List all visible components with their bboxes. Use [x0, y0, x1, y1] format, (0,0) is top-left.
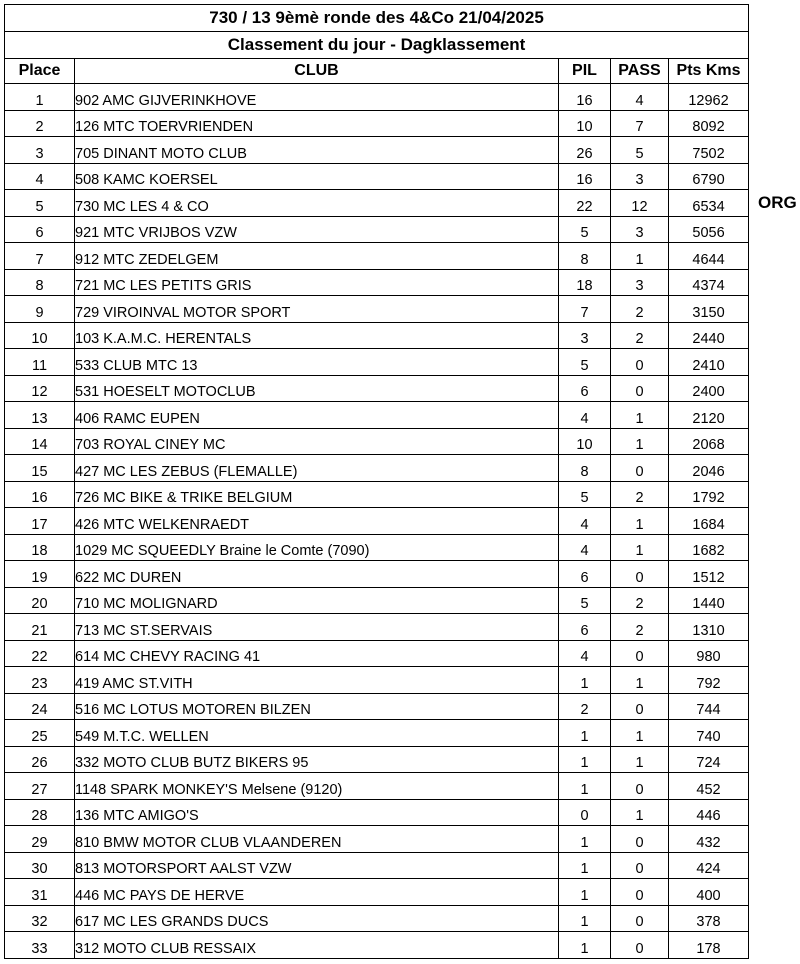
cell-pil: 10 — [559, 428, 611, 455]
cell-pass: 0 — [611, 455, 669, 482]
cell-pass: 1 — [611, 428, 669, 455]
org-label: ORG — [758, 193, 797, 212]
cell-place: 20 — [5, 587, 75, 614]
cell-pass: 0 — [611, 826, 669, 853]
cell-pts: 740 — [669, 720, 749, 747]
cell-pts: 446 — [669, 799, 749, 826]
cell-pil: 1 — [559, 826, 611, 853]
cell-pass: 1 — [611, 667, 669, 694]
cell-pil: 0 — [559, 799, 611, 826]
cell-club: 622 MC DUREN — [75, 561, 559, 588]
table-row — [5, 534, 749, 561]
cell-club: 516 MC LOTUS MOTOREN BILZEN — [75, 693, 559, 720]
cell-pil: 6 — [559, 614, 611, 641]
cell-pts: 5056 — [669, 216, 749, 243]
cell-pts: 452 — [669, 773, 749, 800]
cell-pts: 2400 — [669, 375, 749, 402]
cell-pil: 22 — [559, 190, 611, 217]
table-row — [5, 349, 749, 376]
table-row — [5, 243, 749, 270]
cell-place: 7 — [5, 243, 75, 270]
table-row — [5, 852, 749, 879]
cell-pass: 1 — [611, 402, 669, 429]
cell-pts: 178 — [669, 932, 749, 959]
cell-pil: 6 — [559, 375, 611, 402]
cell-pts: 2120 — [669, 402, 749, 429]
table-row — [5, 455, 749, 482]
cell-club: 921 MTC VRIJBOS VZW — [75, 216, 559, 243]
cell-club: 703 ROYAL CINEY MC — [75, 428, 559, 455]
cell-pass: 0 — [611, 561, 669, 588]
cell-pts: 724 — [669, 746, 749, 773]
cell-pass: 0 — [611, 852, 669, 879]
table-row — [5, 163, 749, 190]
table-row — [5, 428, 749, 455]
table-row — [5, 826, 749, 853]
cell-pass: 1 — [611, 746, 669, 773]
cell-club: 730 MC LES 4 & CO — [75, 190, 559, 217]
table-row — [5, 508, 749, 535]
cell-place: 17 — [5, 508, 75, 535]
cell-club: 426 MTC WELKENRAEDT — [75, 508, 559, 535]
column-header-place: Place — [5, 59, 75, 84]
cell-club: 721 MC LES PETITS GRIS — [75, 269, 559, 296]
cell-pil: 6 — [559, 561, 611, 588]
table-row — [5, 190, 749, 217]
cell-pil: 5 — [559, 587, 611, 614]
cell-pass: 0 — [611, 879, 669, 906]
cell-pil: 5 — [559, 216, 611, 243]
cell-pts: 980 — [669, 640, 749, 667]
cell-pass: 1 — [611, 243, 669, 270]
cell-place: 19 — [5, 561, 75, 588]
ranking-title: 730 / 13 9èmè ronde des 4&Co 21/04/2025 — [5, 5, 749, 32]
cell-pass: 1 — [611, 508, 669, 535]
cell-pil: 18 — [559, 269, 611, 296]
table-row — [5, 269, 749, 296]
ranking-table — [4, 4, 749, 959]
cell-place: 28 — [5, 799, 75, 826]
cell-pil: 8 — [559, 455, 611, 482]
cell-place: 18 — [5, 534, 75, 561]
cell-pil: 1 — [559, 879, 611, 906]
table-row — [5, 561, 749, 588]
cell-place: 3 — [5, 137, 75, 164]
cell-club: 912 MTC ZEDELGEM — [75, 243, 559, 270]
cell-pts: 8092 — [669, 110, 749, 137]
cell-pts: 4644 — [669, 243, 749, 270]
cell-pass: 12 — [611, 190, 669, 217]
cell-pil: 1 — [559, 932, 611, 959]
ranking-body — [5, 84, 749, 959]
cell-pass: 0 — [611, 905, 669, 932]
column-header-pil: PIL — [559, 59, 611, 84]
cell-pil: 1 — [559, 852, 611, 879]
table-row — [5, 746, 749, 773]
table-row — [5, 693, 749, 720]
cell-place: 11 — [5, 349, 75, 376]
cell-pil: 4 — [559, 640, 611, 667]
cell-club: 508 KAMC KOERSEL — [75, 163, 559, 190]
cell-pts: 2068 — [669, 428, 749, 455]
cell-pts: 400 — [669, 879, 749, 906]
table-row — [5, 84, 749, 111]
cell-pass: 2 — [611, 481, 669, 508]
cell-place: 27 — [5, 773, 75, 800]
cell-pil: 3 — [559, 322, 611, 349]
cell-pass: 1 — [611, 799, 669, 826]
cell-place: 16 — [5, 481, 75, 508]
table-row — [5, 879, 749, 906]
cell-pts: 2046 — [669, 455, 749, 482]
table-row — [5, 932, 749, 959]
cell-club: 705 DINANT MOTO CLUB — [75, 137, 559, 164]
cell-club: 126 MTC TOERVRIENDEN — [75, 110, 559, 137]
table-row — [5, 402, 749, 429]
cell-club: 810 BMW MOTOR CLUB VLAANDEREN — [75, 826, 559, 853]
cell-pts: 6534 — [669, 190, 749, 217]
cell-club: 726 MC BIKE & TRIKE BELGIUM — [75, 481, 559, 508]
cell-pass: 0 — [611, 640, 669, 667]
column-header-pass: PASS — [611, 59, 669, 84]
cell-pass: 3 — [611, 269, 669, 296]
cell-club: 427 MC LES ZEBUS (FLEMALLE) — [75, 455, 559, 482]
cell-pts: 792 — [669, 667, 749, 694]
cell-club: 710 MC MOLIGNARD — [75, 587, 559, 614]
cell-club: 617 MC LES GRANDS DUCS — [75, 905, 559, 932]
cell-place: 1 — [5, 84, 75, 111]
cell-club: 406 RAMC EUPEN — [75, 402, 559, 429]
cell-pts: 1310 — [669, 614, 749, 641]
cell-pts: 4374 — [669, 269, 749, 296]
cell-place: 32 — [5, 905, 75, 932]
cell-pass: 1 — [611, 534, 669, 561]
cell-pil: 4 — [559, 402, 611, 429]
cell-place: 33 — [5, 932, 75, 959]
cell-pil: 1 — [559, 667, 611, 694]
cell-pil: 10 — [559, 110, 611, 137]
cell-pts: 1792 — [669, 481, 749, 508]
cell-place: 9 — [5, 296, 75, 323]
cell-club: 332 MOTO CLUB BUTZ BIKERS 95 — [75, 746, 559, 773]
cell-pil: 8 — [559, 243, 611, 270]
cell-pts: 7502 — [669, 137, 749, 164]
cell-pil: 4 — [559, 508, 611, 535]
cell-club: 531 HOESELT MOTOCLUB — [75, 375, 559, 402]
table-row — [5, 773, 749, 800]
cell-pil: 5 — [559, 481, 611, 508]
cell-pass: 7 — [611, 110, 669, 137]
cell-pass: 0 — [611, 375, 669, 402]
cell-club: 136 MTC AMIGO'S — [75, 799, 559, 826]
cell-pts: 424 — [669, 852, 749, 879]
table-row — [5, 667, 749, 694]
cell-pts: 3150 — [669, 296, 749, 323]
table-row — [5, 799, 749, 826]
table-row — [5, 481, 749, 508]
cell-pts: 744 — [669, 693, 749, 720]
table-row — [5, 640, 749, 667]
cell-pts: 12962 — [669, 84, 749, 111]
cell-pass: 4 — [611, 84, 669, 111]
ranking-subtitle: Classement du jour - Dagklassement — [5, 32, 749, 59]
cell-pass: 5 — [611, 137, 669, 164]
cell-club: 729 VIROINVAL MOTOR SPORT — [75, 296, 559, 323]
cell-pts: 1512 — [669, 561, 749, 588]
cell-place: 6 — [5, 216, 75, 243]
table-row — [5, 587, 749, 614]
cell-pass: 0 — [611, 773, 669, 800]
cell-pass: 1 — [611, 720, 669, 747]
cell-pass: 2 — [611, 614, 669, 641]
cell-pil: 5 — [559, 349, 611, 376]
cell-club: 446 MC PAYS DE HERVE — [75, 879, 559, 906]
cell-place: 29 — [5, 826, 75, 853]
cell-place: 8 — [5, 269, 75, 296]
cell-place: 26 — [5, 746, 75, 773]
table-row — [5, 137, 749, 164]
cell-place: 12 — [5, 375, 75, 402]
cell-club: 813 MOTORSPORT AALST VZW — [75, 852, 559, 879]
cell-club: 312 MOTO CLUB RESSAIX — [75, 932, 559, 959]
cell-pil: 4 — [559, 534, 611, 561]
cell-place: 14 — [5, 428, 75, 455]
table-row — [5, 296, 749, 323]
cell-pil: 2 — [559, 693, 611, 720]
cell-place: 2 — [5, 110, 75, 137]
cell-club: 713 MC ST.SERVAIS — [75, 614, 559, 641]
column-header-club: CLUB — [75, 59, 559, 84]
cell-place: 21 — [5, 614, 75, 641]
cell-pass: 0 — [611, 693, 669, 720]
cell-pass: 2 — [611, 296, 669, 323]
table-row — [5, 110, 749, 137]
cell-place: 30 — [5, 852, 75, 879]
cell-pass: 0 — [611, 932, 669, 959]
cell-pass: 3 — [611, 216, 669, 243]
cell-pts: 1440 — [669, 587, 749, 614]
cell-place: 31 — [5, 879, 75, 906]
table-row — [5, 375, 749, 402]
cell-pil: 16 — [559, 163, 611, 190]
cell-pass: 0 — [611, 349, 669, 376]
cell-place: 25 — [5, 720, 75, 747]
cell-place: 15 — [5, 455, 75, 482]
cell-place: 13 — [5, 402, 75, 429]
cell-place: 10 — [5, 322, 75, 349]
table-row — [5, 720, 749, 747]
cell-pts: 432 — [669, 826, 749, 853]
cell-place: 5 — [5, 190, 75, 217]
cell-club: 103 K.A.M.C. HERENTALS — [75, 322, 559, 349]
cell-pass: 2 — [611, 322, 669, 349]
cell-place: 4 — [5, 163, 75, 190]
cell-pts: 2410 — [669, 349, 749, 376]
column-header-pts: Pts Kms — [669, 59, 749, 84]
table-row — [5, 614, 749, 641]
cell-pil: 1 — [559, 905, 611, 932]
cell-pil: 7 — [559, 296, 611, 323]
cell-club: 419 AMC ST.VITH — [75, 667, 559, 694]
cell-club: 1029 MC SQUEEDLY Braine le Comte (7090) — [75, 534, 559, 561]
cell-club: 902 AMC GIJVERINKHOVE — [75, 84, 559, 111]
cell-club: 533 CLUB MTC 13 — [75, 349, 559, 376]
cell-pil: 1 — [559, 720, 611, 747]
cell-pass: 2 — [611, 587, 669, 614]
cell-place: 22 — [5, 640, 75, 667]
cell-place: 23 — [5, 667, 75, 694]
cell-pts: 378 — [669, 905, 749, 932]
cell-pil: 16 — [559, 84, 611, 111]
cell-pil: 1 — [559, 773, 611, 800]
cell-pts: 1684 — [669, 508, 749, 535]
cell-pass: 3 — [611, 163, 669, 190]
cell-pts: 6790 — [669, 163, 749, 190]
cell-place: 24 — [5, 693, 75, 720]
cell-club: 1148 SPARK MONKEY'S Melsene (9120) — [75, 773, 559, 800]
table-row — [5, 905, 749, 932]
cell-club: 614 MC CHEVY RACING 41 — [75, 640, 559, 667]
cell-pil: 1 — [559, 746, 611, 773]
table-row — [5, 216, 749, 243]
cell-pts: 2440 — [669, 322, 749, 349]
cell-pts: 1682 — [669, 534, 749, 561]
cell-pil: 26 — [559, 137, 611, 164]
table-row — [5, 322, 749, 349]
cell-club: 549 M.T.C. WELLEN — [75, 720, 559, 747]
